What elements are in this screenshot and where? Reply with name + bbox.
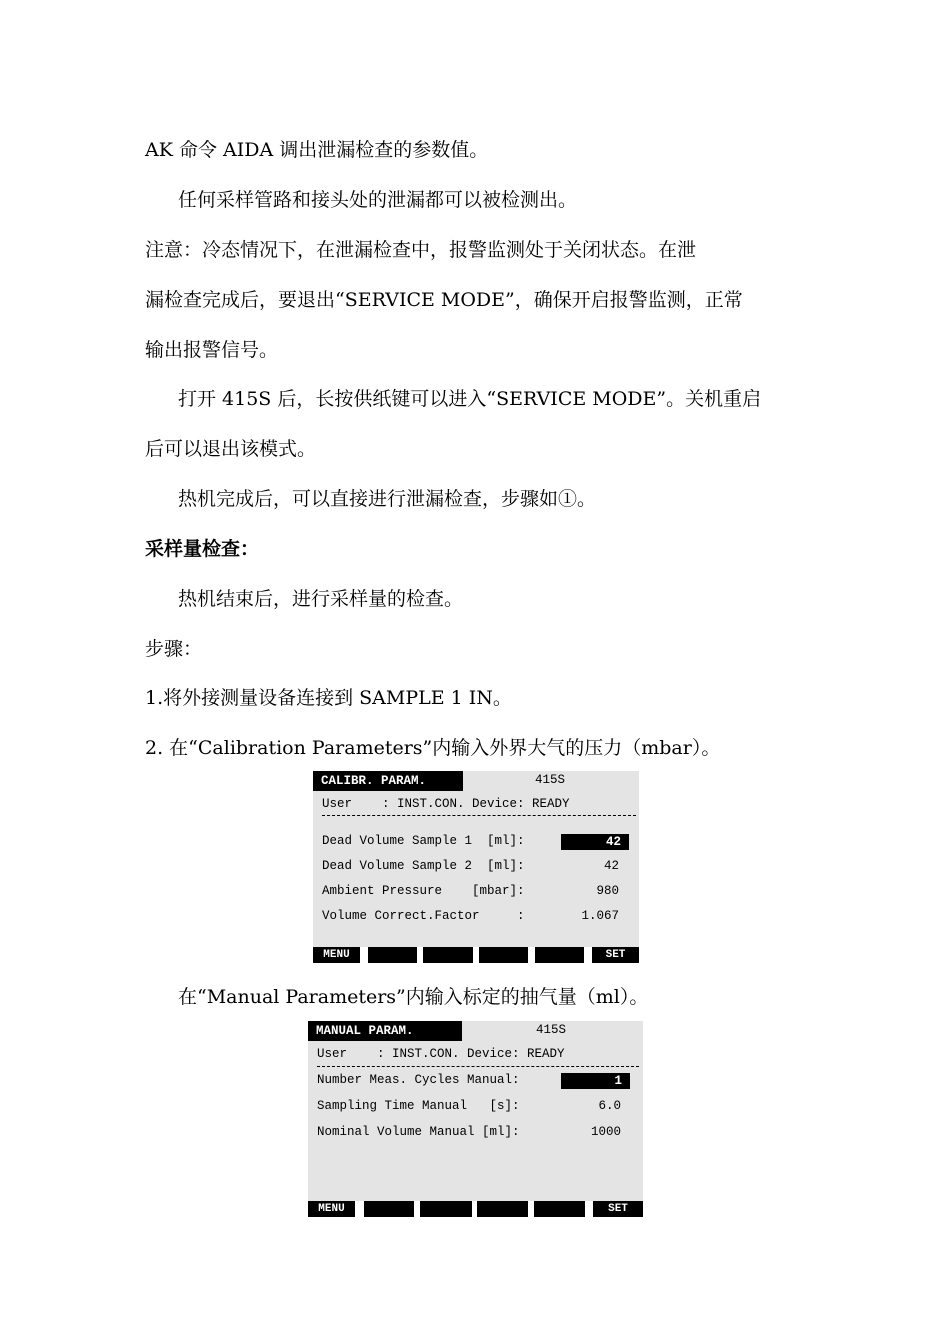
note-line-3: 输出报警信号。 <box>145 339 279 361</box>
paragraph-manual-parameters: 在“Manual Parameters”内输入标定的抽气量（ml）。 <box>178 986 649 1008</box>
param-row-label: Dead Volume Sample 1 [ml]: <box>322 834 525 848</box>
device-model: 415S <box>535 773 566 787</box>
paragraph-warmup-leak-check: 热机完成后，可以直接进行泄漏检查，步骤如①。 <box>178 488 597 510</box>
param-row-label: Sampling Time Manual [s]: <box>317 1099 520 1113</box>
blank-softkey[interactable] <box>423 947 473 963</box>
service-mode-line-1: 打开 415S 后，长按供纸键可以进入“SERVICE MODE”。关机重启 <box>178 388 762 410</box>
blank-softkey[interactable] <box>479 947 528 963</box>
paragraph-sampling-check: 热机结束后，进行采样量的检查。 <box>178 588 464 610</box>
screen-title: CALIBR. PARAM. <box>313 771 463 791</box>
manual-param-screen <box>308 1021 643 1217</box>
blank-softkey[interactable] <box>364 1201 414 1217</box>
param-row-label: Number Meas. Cycles Manual: <box>317 1073 520 1087</box>
set-softkey[interactable]: SET <box>593 1201 643 1217</box>
blank-softkey[interactable] <box>477 1201 528 1217</box>
step-1: 1.将外接测量设备连接到 SAMPLE 1 IN。 <box>145 687 512 709</box>
calibration-param-screen <box>313 771 639 963</box>
blank-softkey[interactable] <box>420 1201 472 1217</box>
blank-softkey[interactable] <box>368 947 417 963</box>
paragraph-leak-detection: 任何采样管路和接头处的泄漏都可以被检测出。 <box>178 189 578 211</box>
device-model: 415S <box>536 1023 567 1037</box>
param-value-selected[interactable]: 1 <box>561 1073 630 1089</box>
param-value-selected[interactable]: 42 <box>561 834 629 850</box>
param-row-label: Dead Volume Sample 2 [ml]: <box>322 859 525 873</box>
user-status-line: User : INST.CON. Device: READY <box>317 1047 565 1061</box>
steps-label: 步骤： <box>145 638 203 660</box>
divider <box>317 1066 639 1067</box>
param-row-label: Ambient Pressure [mbar]: <box>322 884 525 898</box>
service-mode-line-2: 后可以退出该模式。 <box>145 438 317 460</box>
param-row-label: Volume Correct.Factor : <box>322 909 525 923</box>
note-line-1: 注意：冷态情况下，在泄漏检查中，报警监测处于关闭状态。在泄 <box>145 239 697 261</box>
param-value[interactable]: 1.067 <box>581 909 619 923</box>
softkey-bar <box>308 1201 643 1217</box>
menu-softkey[interactable]: MENU <box>313 947 360 963</box>
param-value[interactable]: 980 <box>596 884 619 898</box>
param-value[interactable]: 1000 <box>590 1125 621 1139</box>
note-line-2: 漏检查完成后，要退出“SERVICE MODE”，确保开启报警监测，正常 <box>145 289 743 311</box>
step-2: 2. 在“Calibration Parameters”内输入外界大气的压力（mbar）。 <box>145 737 721 759</box>
param-value[interactable]: 6.0 <box>598 1099 621 1113</box>
param-value[interactable]: 42 <box>603 859 619 873</box>
divider <box>322 815 636 816</box>
blank-softkey[interactable] <box>534 1201 585 1217</box>
paragraph-aida-command: AK 命令 AIDA 调出泄漏检查的参数值。 <box>145 139 489 161</box>
param-row-label: Nominal Volume Manual [ml]: <box>317 1125 520 1139</box>
screen-title: MANUAL PARAM. <box>308 1021 462 1041</box>
softkey-bar <box>313 947 639 963</box>
set-softkey[interactable]: SET <box>592 947 639 963</box>
section-heading-sampling-check: 采样量检查： <box>145 538 260 560</box>
user-status-line: User : INST.CON. Device: READY <box>322 797 570 811</box>
blank-softkey[interactable] <box>535 947 584 963</box>
menu-softkey[interactable]: MENU <box>308 1201 355 1217</box>
